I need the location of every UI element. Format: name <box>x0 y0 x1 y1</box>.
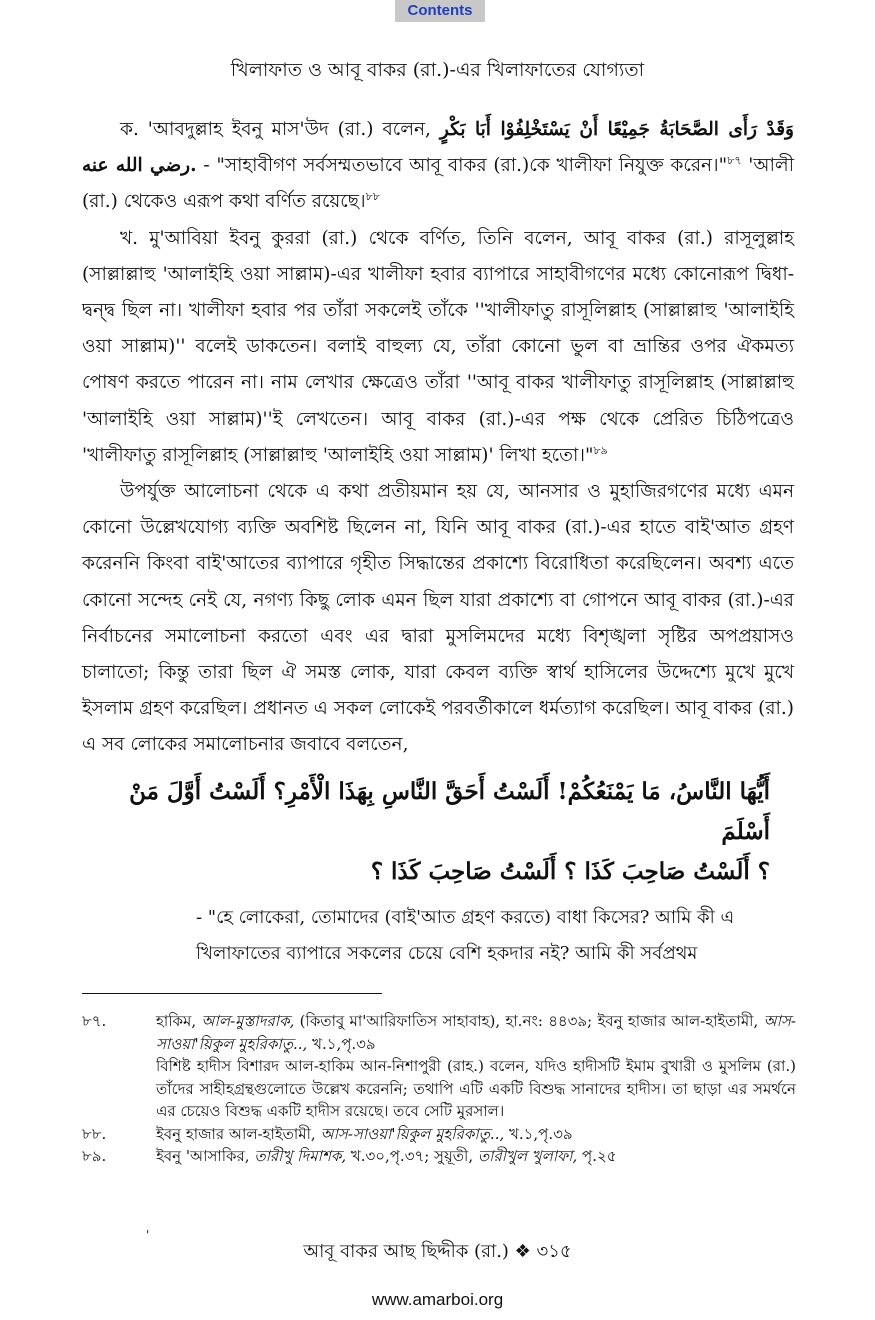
arabic-quote <box>82 772 770 892</box>
p1-arabic: وَقَدْ رَأَى الصَّحَابَةُ جَمِيْعًا أَنْ يَسْتَخْلِفُوْا أَبَا بَكْرٍ رضي الله عنه. <box>82 119 794 177</box>
footnote-ref-88[interactable]: ৮৮ <box>365 190 380 204</box>
fn89-a: ইবনু 'আসাকির, <box>156 1147 255 1165</box>
fn87-title-1: আল-মুস্তাদরাক, <box>201 1012 295 1030</box>
paragraph-3: উপর্যুক্ত আলোচনা থেকে এ কথা প্রতীয়মান হয় যে, আনসার ও মুহাজিরগণের মধ্যে এমন কোনো উল্লেখযোগ্য ব্যক্তি অবশিষ্ট ছিলেন না, যিনি আবূ বাকর (রা.)-এর হাতে বাই'আত গ্রহণ করেননি কিংবা বাই'আতের ব্যাপারে গৃহীত সিদ্ধান্তের প্রকাশ্যে বিরোধিতা করেছিলেন। অবশ্য এতে কোনো সন্দেহ নেই যে, নগণ্য কিছু লোক এমন ছিল যারা প্রকাশ্যে বা গোপনে আবূ বাকর (রা.)-এর নির্বাচনের সমালোচনা করতো এবং এর দ্বারা মুসলিমদের মধ্যে বিশৃঙ্খলা সৃষ্টির অপপ্রয়াসও চালাতো; কিন্তু তারা ছিল ঐ সমস্ত লোক, যারা কেবল ব্যক্তি স্বার্থ হাসিলের উদ্দেশ্যে মুখে মুখে ইসলাম গ্রহণ করেছিল। প্রধানত এ সকল লোকেই পরবর্তীকালে ধর্মত্যাগ করেছিল। আবূ বাকর (রা.) এ সব লোকের সমালোচনার জবাবে বলতেন, <box>82 481 794 756</box>
footnote-88 <box>82 1123 796 1146</box>
main-text <box>82 112 794 972</box>
footnote-87 <box>82 1010 796 1123</box>
fn89-title-1: তারীখু দিমাশক, <box>254 1147 347 1165</box>
website-link[interactable]: www.amarboi.org <box>371 1290 504 1309</box>
stray-mark: ' <box>146 1228 150 1242</box>
footnote-number: ৮৮. <box>82 1124 107 1143</box>
fn87-comment: বিশিষ্ট হাদীস বিশারদ আল-হাকিম আন-নিশাপুরী (রাহ.) বলেন, যদিও হাদীসটি ইমাম বুখারী ও মুসলিম (রা.) তাঁদের সাহীহগ্রন্থগুলোতে উল্লেখ করেননি; তথাপি এটি একটি বিশুদ্ধ সানাদের হাদীস। তা ছাড়া এর সমর্থনে এর চেয়েও বিশুদ্ধ একটি হাদীস রয়েছে। তবে সেটি মুরসাল। <box>156 1057 796 1120</box>
footnotes <box>82 1010 796 1168</box>
footnote-text <box>156 1010 796 1123</box>
paragraph-2 <box>82 221 794 474</box>
fn87-c: খ.১,পৃ.৩৯ <box>307 1034 376 1053</box>
footnote-number: ৮৭. <box>82 1012 107 1030</box>
footnote-text <box>156 1123 796 1146</box>
arabic-quote-line-2: ؟ أَلَسْتُ صَاحِبَ كَذَا ؟ أَلَسْتُ صَاحِبَ كَذَا ؟ <box>370 857 770 885</box>
footnote-ref-87[interactable]: ৮৭ <box>727 154 742 168</box>
p2-text: খ. মু'আবিয়া ইবনু কুররা (রা.) থেকে বর্ণিত, তিনি বলেন, আবূ বাকর (রা.) রাসূলুল্লাহ (সাল্লাল্লাহু 'আলাইহি ওয়া সাল্লাম)-এর খালীফা হবার ব্যাপারে সাহাবীগণের মধ্যে কোনোরূপ দ্বিধা-দ্বন্দ্ব ছিল না। খালীফা হবার পর তাঁরা সকলেই তাঁকে ''খালীফাতু রাসূলিল্লাহ (সাল্লাল্লাহু 'আলাইহি ওয়া সাল্লাম)'' বলেই ডাকতেন। বলাই বাহুল্য যে, তাঁরা কোনো ভুল বা ভ্রান্তির ওপর ঐকমত্য পোষণ করতে পারেন না। নাম লেখার ক্ষেত্রেও তাঁরা ''আবূ বাকর খালীফাতু রাসূলিল্লাহ (সাল্লাল্লাহু 'আলাইহি ওয়া সাল্লাম)''ই লেখতেন। আবূ বাকর (রা.)-এর পক্ষ থেকে প্রেরিত চিঠিপত্রেও 'খালীফাতু রাসূলিল্লাহ (সাল্লাল্লাহু 'আলাইহি ওয়া সাল্লাম)' লিখা হতো।" <box>82 227 794 466</box>
fn87-a: হাকিম, <box>156 1012 202 1030</box>
contents-button[interactable]: Contents <box>395 0 485 22</box>
footnote-number: ৮৯. <box>82 1147 107 1165</box>
fn89-c: পৃ.২৫ <box>577 1147 617 1165</box>
p1-mid: - "সাহাবীগণ সর্বসম্মতভাবে আবূ বাকর (রা.)কে খালীফা নিযুক্ত করেন।" <box>196 155 728 177</box>
p1-lead: ক. 'আবদুল্লাহ ইবনু মাস'উদ (রা.) বলেন, <box>120 119 440 140</box>
translation-line-2: খিলাফাতের ব্যাপারে সকলের চেয়ে বেশি হকদার নই? আমি কী সর্বপ্রথম <box>196 942 698 964</box>
fn87-title-2: আস-সাওয়া'য়িকুল মুহরিকাতু.., <box>156 1012 797 1053</box>
fn88-b: খ.১,পৃ.৩৯ <box>504 1124 573 1143</box>
fn87-b: (কিতাবু মা'আরিফাতিস সাহাবাহ), হা.নং: ৪৪৩৯; ইবনু হাজার আল-হাইতামী, <box>294 1012 764 1030</box>
translation-line-1: - "হে লোকেরা, তোমাদের (বাই'আত গ্রহণ করতে) বাধা কিসের? আমি কী এ <box>196 906 735 928</box>
page-footer: আবূ বাকর আছ ছিদ্দীক (রা.) ❖ ৩১৫ <box>303 1241 572 1262</box>
fn88-title: আস-সাওয়া'য়িকুল মুহরিকাতু.., <box>320 1124 505 1143</box>
paragraph-1 <box>82 112 794 221</box>
fn89-b: খ.৩০,পৃ.৩৭; সুয়ূতী, <box>346 1147 478 1165</box>
footnote-89 <box>82 1145 796 1168</box>
fn89-title-2: তারীখুল খুলাফা, <box>477 1147 578 1165</box>
footnote-text <box>156 1145 796 1168</box>
footnote-divider <box>82 993 382 994</box>
arabic-quote-line-1: أَيُّهَا النَّاسُ، مَا يَمْنَعُكُمْ! أَلَسْتُ أَحَقَّ النَّاسِ بِهَذَا الْأَمْرِ؟ أَلَسْتُ أَوَّلَ مَنْ أَسْلَمَ <box>129 777 770 845</box>
p1-tail: 'আলী (রা.) থেকেও এরূপ কথা বর্ণিত রয়েছে। <box>82 155 794 213</box>
fn88-a: ইবনু হাজার আল-হাইতামী, <box>156 1124 321 1143</box>
running-header: খিলাফাত ও আবূ বাকর (রা.)-এর খিলাফাতের যোগ্যতা <box>230 59 645 81</box>
footnote-ref-89[interactable]: ৮৯ <box>593 443 608 457</box>
